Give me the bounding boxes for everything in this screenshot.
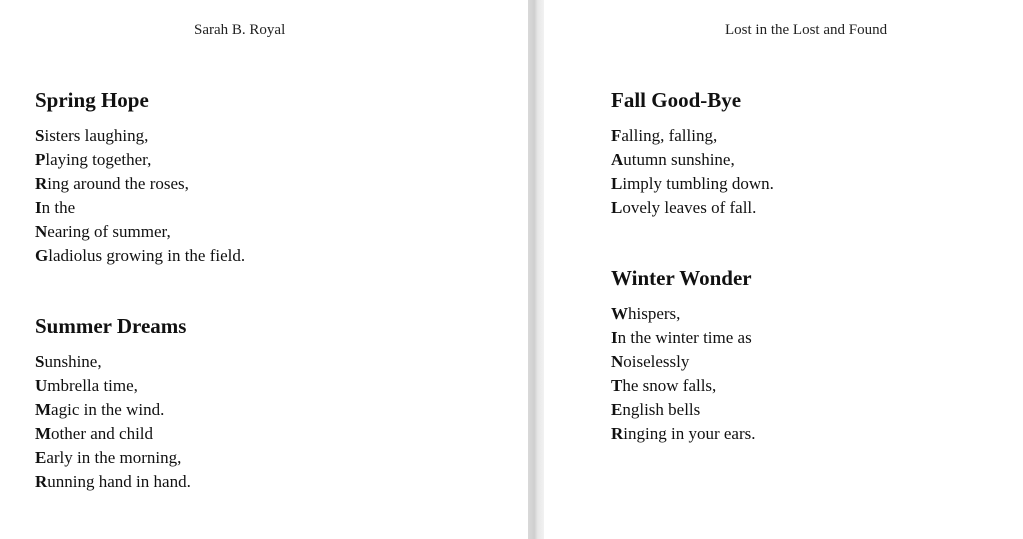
poem-winter-wonder (611, 266, 755, 446)
acrostic-initial: P (35, 150, 46, 169)
poem-line (35, 220, 245, 244)
line-text: nglish bells (622, 400, 701, 419)
acrostic-initial: U (35, 376, 48, 395)
poem-spring-hope (35, 88, 245, 268)
poem-line (611, 196, 774, 220)
poem-title: Winter Wonder (611, 266, 752, 290)
poem-line (35, 148, 245, 172)
acrostic-initial: E (611, 400, 623, 419)
poem-summer-dreams (35, 314, 191, 494)
acrostic-initial: R (35, 174, 48, 193)
poem-line (35, 422, 191, 446)
acrostic-initial: L (611, 174, 623, 193)
line-text: alling, falling, (621, 126, 718, 145)
line-text: utumn sunshine, (623, 150, 735, 169)
page-gutter (528, 0, 544, 539)
acrostic-initial: N (35, 222, 48, 241)
right-page (544, 0, 1023, 539)
poem-line (35, 196, 245, 220)
acrostic-initial: F (611, 126, 622, 145)
poem-line (611, 302, 755, 326)
poem-line (35, 244, 245, 268)
poem-line (35, 124, 245, 148)
poem-line (611, 326, 755, 350)
line-text: he snow falls, (622, 376, 717, 395)
running-head-author: Sarah B. Royal (194, 22, 286, 38)
line-text: ovely leaves of fall. (622, 198, 757, 217)
acrostic-initial: N (611, 352, 624, 371)
acrostic-initial: I (35, 198, 42, 217)
poem-line (35, 398, 191, 422)
poem-line (35, 374, 191, 398)
poem-line (35, 446, 191, 470)
acrostic-initial: M (35, 400, 52, 419)
line-text: unning hand in hand. (47, 472, 191, 491)
acrostic-initial: M (35, 424, 52, 443)
poem-lines (611, 302, 755, 446)
poem-line (35, 470, 191, 494)
poem-title: Spring Hope (35, 88, 149, 112)
poem-line (35, 350, 191, 374)
poem-line (611, 422, 755, 446)
line-text: unshine, (44, 352, 102, 371)
poem-line (35, 172, 245, 196)
poem-title: Summer Dreams (35, 314, 187, 338)
poem-line (611, 374, 755, 398)
acrostic-initial: G (35, 246, 49, 265)
line-text: laying together, (45, 150, 152, 169)
acrostic-initial: S (35, 352, 45, 371)
acrostic-initial: T (611, 376, 623, 395)
acrostic-initial: E (35, 448, 47, 467)
poem-lines (35, 350, 191, 494)
running-head-book-title: Lost in the Lost and Found (725, 22, 888, 38)
poem-lines (611, 124, 774, 220)
acrostic-initial: I (611, 328, 618, 347)
line-text: n the (41, 198, 76, 217)
line-text: earing of summer, (47, 222, 171, 241)
line-text: hispers, (628, 304, 681, 323)
acrostic-initial: S (35, 126, 45, 145)
line-text: mbrella time, (47, 376, 138, 395)
line-text: inging in your ears. (623, 424, 756, 443)
acrostic-initial: W (611, 304, 628, 323)
acrostic-initial: A (611, 150, 624, 169)
poem-line (611, 148, 774, 172)
line-text: other and child (51, 424, 154, 443)
acrostic-initial: R (35, 472, 48, 491)
poem-line (611, 398, 755, 422)
line-text: ing around the roses, (47, 174, 189, 193)
poem-title: Fall Good-Bye (611, 88, 742, 112)
poem-line (611, 350, 755, 374)
line-text: ladiolus growing in the field. (48, 246, 246, 265)
line-text: imply tumbling down. (622, 174, 774, 193)
line-text: agic in the wind. (51, 400, 165, 419)
poem-line (611, 172, 774, 196)
poem-fall-good-bye (611, 88, 774, 220)
acrostic-initial: R (611, 424, 624, 443)
line-text: arly in the morning, (46, 448, 182, 467)
line-text: n the winter time as (617, 328, 752, 347)
acrostic-initial: L (611, 198, 623, 217)
poem-line (611, 124, 774, 148)
line-text: oiselessly (623, 352, 690, 371)
poem-lines (35, 124, 245, 268)
line-text: isters laughing, (44, 126, 149, 145)
